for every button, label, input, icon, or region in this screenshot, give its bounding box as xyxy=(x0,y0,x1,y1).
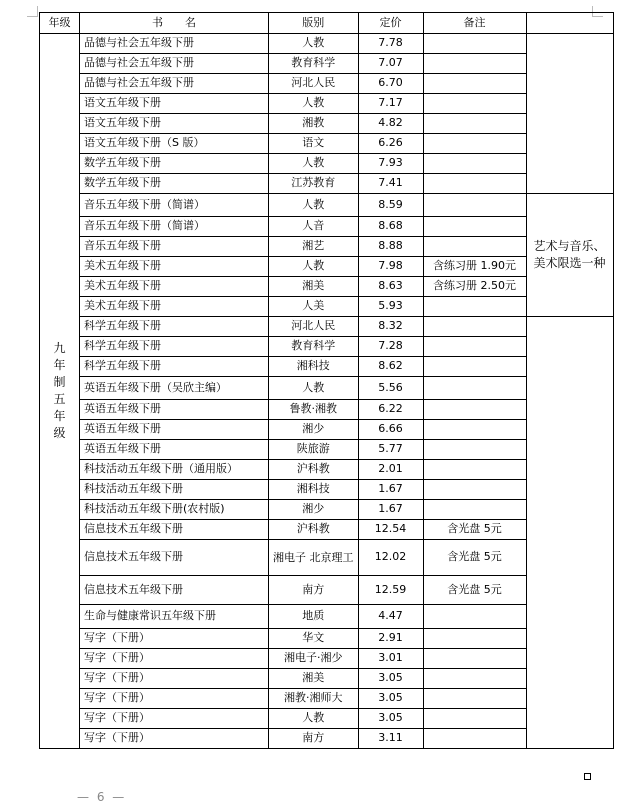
side-note-cell xyxy=(526,194,613,317)
book-name-cell: 科技活动五年级下册(农村版) xyxy=(80,500,269,520)
note-cell xyxy=(423,297,526,317)
header-name: 书 名 xyxy=(80,13,269,34)
publisher-cell: 南方 xyxy=(269,576,359,605)
book-name-cell: 写字（下册） xyxy=(80,729,269,749)
price-cell: 7.17 xyxy=(358,94,423,114)
publisher-cell: 湘艺 xyxy=(269,237,359,257)
header-grade: 年级 xyxy=(40,13,80,34)
book-name-cell: 信息技术五年级下册 xyxy=(80,540,269,576)
note-cell xyxy=(423,217,526,237)
publisher-cell: 河北人民 xyxy=(269,74,359,94)
book-name-cell: 美术五年级下册 xyxy=(80,297,269,317)
book-name-cell: 品德与社会五年级下册 xyxy=(80,34,269,54)
note-cell xyxy=(423,629,526,649)
book-name-cell: 信息技术五年级下册 xyxy=(80,576,269,605)
note-cell xyxy=(423,94,526,114)
price-cell: 1.67 xyxy=(358,500,423,520)
note-cell xyxy=(423,669,526,689)
price-cell: 3.05 xyxy=(358,709,423,729)
price-cell: 3.05 xyxy=(358,669,423,689)
book-name-cell: 数学五年级下册 xyxy=(80,174,269,194)
price-cell: 7.41 xyxy=(358,174,423,194)
book-name-cell: 数学五年级下册 xyxy=(80,154,269,174)
note-cell xyxy=(423,194,526,217)
book-name-cell: 音乐五年级下册（简谱） xyxy=(80,194,269,217)
book-name-cell: 英语五年级下册 xyxy=(80,420,269,440)
price-cell: 8.62 xyxy=(358,357,423,377)
price-cell: 5.56 xyxy=(358,377,423,400)
price-cell: 3.05 xyxy=(358,689,423,709)
note-cell xyxy=(423,134,526,154)
note-cell: 含光盘 5元 xyxy=(423,576,526,605)
price-cell: 8.32 xyxy=(358,317,423,337)
book-name-cell: 写字（下册） xyxy=(80,649,269,669)
note-cell xyxy=(423,34,526,54)
side-note-text: 艺术与音乐、美术限选一种 xyxy=(533,239,606,270)
publisher-cell: 陕旅游 xyxy=(269,440,359,460)
publisher-cell: 沪科教 xyxy=(269,520,359,540)
publisher-cell: 江苏教育 xyxy=(269,174,359,194)
price-cell: 6.22 xyxy=(358,400,423,420)
textbook-table xyxy=(39,12,614,749)
price-cell: 5.77 xyxy=(358,440,423,460)
publisher-cell: 沪科教 xyxy=(269,460,359,480)
book-name-cell: 科学五年级下册 xyxy=(80,317,269,337)
note-cell xyxy=(423,605,526,629)
price-cell: 7.93 xyxy=(358,154,423,174)
price-cell: 8.63 xyxy=(358,277,423,297)
publisher-cell: 华文 xyxy=(269,629,359,649)
note-cell xyxy=(423,237,526,257)
price-cell: 2.91 xyxy=(358,629,423,649)
note-cell xyxy=(423,649,526,669)
note-cell xyxy=(423,377,526,400)
publisher-cell: 教育科学 xyxy=(269,337,359,357)
header-row xyxy=(40,13,614,34)
header-note: 备注 xyxy=(423,13,526,34)
publisher-cell: 湘美 xyxy=(269,277,359,297)
note-cell xyxy=(423,317,526,337)
book-name-cell: 品德与社会五年级下册 xyxy=(80,54,269,74)
note-cell: 含光盘 5元 xyxy=(423,520,526,540)
note-cell xyxy=(423,460,526,480)
book-name-cell: 写字（下册） xyxy=(80,709,269,729)
header-extra xyxy=(526,13,613,34)
book-name-cell: 写字（下册） xyxy=(80,689,269,709)
note-cell xyxy=(423,357,526,377)
book-name-cell: 美术五年级下册 xyxy=(80,257,269,277)
publisher-cell: 人教 xyxy=(269,377,359,400)
price-cell: 4.47 xyxy=(358,605,423,629)
table-end-marker xyxy=(584,773,591,780)
publisher-cell: 湘少 xyxy=(269,500,359,520)
price-cell: 8.68 xyxy=(358,217,423,237)
book-name-cell: 英语五年级下册 xyxy=(80,400,269,420)
header-publisher: 版别 xyxy=(269,13,359,34)
price-cell: 3.01 xyxy=(358,649,423,669)
book-name-cell: 英语五年级下册 xyxy=(80,440,269,460)
price-cell: 7.28 xyxy=(358,337,423,357)
price-cell: 4.82 xyxy=(358,114,423,134)
price-cell: 3.11 xyxy=(358,729,423,749)
note-cell xyxy=(423,114,526,134)
publisher-cell: 湘教 xyxy=(269,114,359,134)
price-cell: 6.66 xyxy=(358,420,423,440)
table-row xyxy=(40,34,614,54)
price-cell: 5.93 xyxy=(358,297,423,317)
publisher-cell: 湘美 xyxy=(269,669,359,689)
price-cell: 6.70 xyxy=(358,74,423,94)
publisher-cell: 教育科学 xyxy=(269,54,359,74)
book-name-cell: 科学五年级下册 xyxy=(80,357,269,377)
publisher-cell: 人音 xyxy=(269,217,359,237)
publisher-cell: 地质 xyxy=(269,605,359,629)
table-row xyxy=(40,317,614,337)
book-name-cell: 科技活动五年级下册（通用版） xyxy=(80,460,269,480)
publisher-cell: 人教 xyxy=(269,194,359,217)
book-name-cell: 科技活动五年级下册 xyxy=(80,480,269,500)
note-cell xyxy=(423,689,526,709)
crop-mark-top-left xyxy=(27,6,38,17)
book-name-cell: 品德与社会五年级下册 xyxy=(80,74,269,94)
note-cell xyxy=(423,400,526,420)
book-name-cell: 语文五年级下册 xyxy=(80,114,269,134)
note-cell xyxy=(423,480,526,500)
price-cell: 12.54 xyxy=(358,520,423,540)
table-body xyxy=(40,34,614,749)
note-cell xyxy=(423,337,526,357)
publisher-cell: 语文 xyxy=(269,134,359,154)
note-cell xyxy=(423,174,526,194)
book-name-cell: 语文五年级下册（S 版） xyxy=(80,134,269,154)
price-cell: 8.88 xyxy=(358,237,423,257)
publisher-cell: 湘科技 xyxy=(269,480,359,500)
extra-cell-bottom xyxy=(526,317,613,749)
price-cell: 7.78 xyxy=(358,34,423,54)
book-name-cell: 科学五年级下册 xyxy=(80,337,269,357)
book-name-cell: 写字（下册） xyxy=(80,669,269,689)
price-cell: 2.01 xyxy=(358,460,423,480)
price-cell: 12.02 xyxy=(358,540,423,576)
table-row xyxy=(40,194,614,217)
publisher-cell: 湘少 xyxy=(269,420,359,440)
note-cell xyxy=(423,440,526,460)
extra-cell-top xyxy=(526,34,613,194)
publisher-cell: 湘教·湘师大 xyxy=(269,689,359,709)
book-name-cell: 音乐五年级下册 xyxy=(80,237,269,257)
note-cell: 含练习册 2.50元 xyxy=(423,277,526,297)
publisher-cell: 人教 xyxy=(269,257,359,277)
header-price: 定价 xyxy=(358,13,423,34)
price-cell: 8.59 xyxy=(358,194,423,217)
publisher-cell: 人教 xyxy=(269,34,359,54)
note-cell xyxy=(423,729,526,749)
publisher-cell: 湘科技 xyxy=(269,357,359,377)
grade-cell xyxy=(40,34,80,749)
publisher-cell: 湘电子 北京理工 xyxy=(269,540,359,576)
publisher-cell: 鲁教·湘教 xyxy=(269,400,359,420)
note-cell xyxy=(423,420,526,440)
price-cell: 1.67 xyxy=(358,480,423,500)
publisher-cell: 人美 xyxy=(269,297,359,317)
book-name-cell: 美术五年级下册 xyxy=(80,277,269,297)
book-name-cell: 音乐五年级下册（简谱） xyxy=(80,217,269,237)
note-cell: 含光盘 5元 xyxy=(423,540,526,576)
grade-label: 九年制五年级 xyxy=(53,341,66,440)
note-cell xyxy=(423,54,526,74)
publisher-cell: 南方 xyxy=(269,729,359,749)
book-name-cell: 写字（下册） xyxy=(80,629,269,649)
publisher-cell: 人教 xyxy=(269,94,359,114)
publisher-cell: 河北人民 xyxy=(269,317,359,337)
note-cell xyxy=(423,74,526,94)
note-cell: 含练习册 1.90元 xyxy=(423,257,526,277)
note-cell xyxy=(423,154,526,174)
price-cell: 12.59 xyxy=(358,576,423,605)
price-cell: 7.98 xyxy=(358,257,423,277)
publisher-cell: 湘电子·湘少 xyxy=(269,649,359,669)
publisher-cell: 人教 xyxy=(269,709,359,729)
book-name-cell: 生命与健康常识五年级下册 xyxy=(80,605,269,629)
book-name-cell: 信息技术五年级下册 xyxy=(80,520,269,540)
book-name-cell: 语文五年级下册 xyxy=(80,94,269,114)
price-cell: 6.26 xyxy=(358,134,423,154)
price-cell: 7.07 xyxy=(358,54,423,74)
book-name-cell: 英语五年级下册（吴欣主编） xyxy=(80,377,269,400)
page-number: — 6 — xyxy=(77,790,127,804)
note-cell xyxy=(423,500,526,520)
note-cell xyxy=(423,709,526,729)
publisher-cell: 人教 xyxy=(269,154,359,174)
